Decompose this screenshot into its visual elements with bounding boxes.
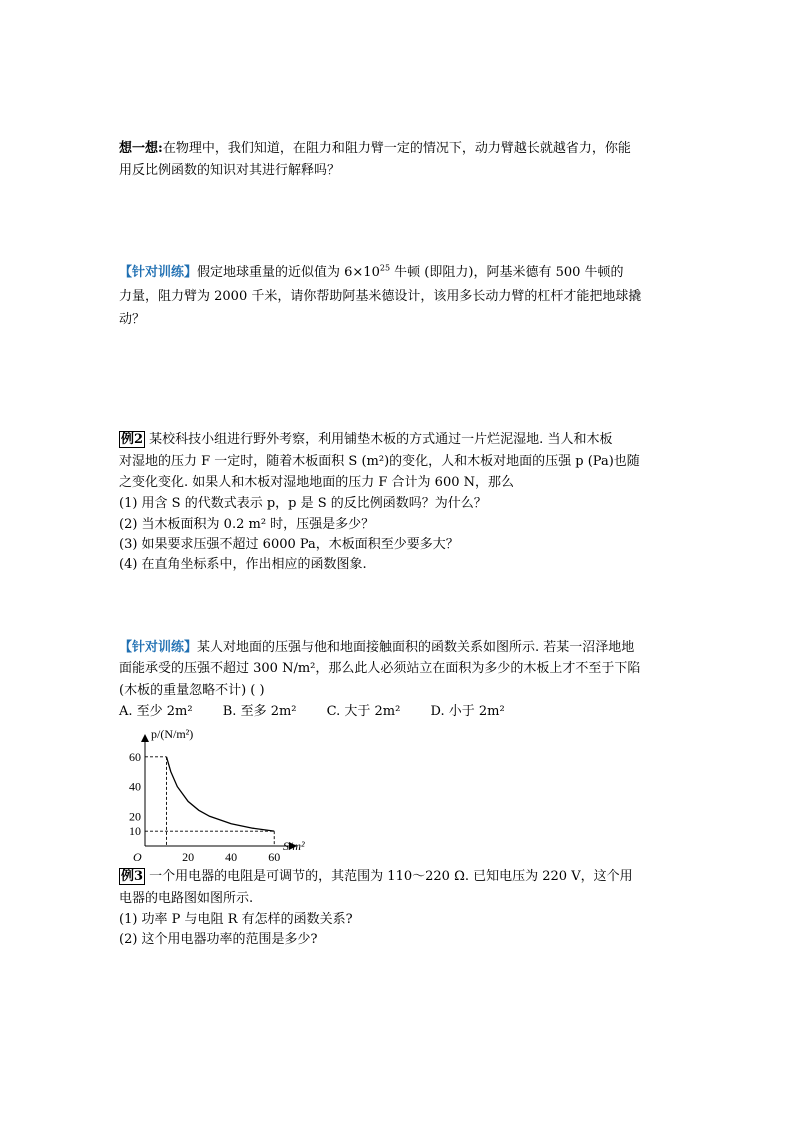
option-b: B. 至多 2m² xyxy=(222,704,297,719)
training1-tag: 【针对训练】 xyxy=(119,265,198,280)
training1-line-3: 动？ xyxy=(119,312,146,327)
x-tick-label: 60 xyxy=(268,850,281,863)
y-axis-label: p/(N/m²) xyxy=(151,728,194,741)
example2-question-4: (4) 在直角坐标系中，作出相应的函数图象. xyxy=(119,557,367,572)
inverse-curve xyxy=(167,757,275,831)
example2-question-2: (2) 当木板面积为 0.2 m² 时，压强是多少？ xyxy=(119,517,375,532)
example3-question-2: (2) 这个用电器功率的范围是多少? xyxy=(119,932,318,947)
training1-text-1b: 牛顿 (即阻力)，阿基米德有 500 牛顿的 xyxy=(390,265,624,280)
training2-line-2: 面能承受的压强不超过 300 N/m²，那么此人必须站立在面积为多少的木板上才不至于下陷 xyxy=(119,661,641,676)
example2-line-3: 之变化变化. 如果人和木板对湿地地面的压力 F 合计为 600 N，那么 xyxy=(119,475,515,490)
x-axis-label: S/m² xyxy=(283,839,305,853)
option-d: D. 小于 2m² xyxy=(430,704,505,719)
x-tick-label: 20 xyxy=(182,850,195,863)
example2-tag: 例2 xyxy=(121,432,144,447)
x-tick-label: 40 xyxy=(225,850,238,863)
y-tick-label: 60 xyxy=(129,749,141,764)
example3-tag: 例3 xyxy=(121,869,144,884)
think-text-1: 在物理中，我们知道，在阻力和阻力臂一定的情况下，动力臂越长就越省力，你能 xyxy=(162,141,631,156)
option-c: C. 大于 2m² xyxy=(326,704,401,719)
example3-text-1: 一个用电器的电阻是可调节的，其范围为 110～220 Ω. 已知电压为 220 V，这个用 xyxy=(145,869,633,884)
training1-exponent: 25 xyxy=(379,263,391,273)
training2-line-3: (木板的重量忽略不计) ( ) xyxy=(119,683,265,698)
example2-question-3: (3) 如果要求压强不超过 6000 Pa，木板面积至少要多大？ xyxy=(119,537,459,552)
pressure-area-graph xyxy=(119,728,309,863)
training2-tag: 【针对训练】 xyxy=(119,640,198,655)
example2-line-1 xyxy=(119,430,612,450)
y-tick-label: 20 xyxy=(129,809,141,824)
training2-line-1 xyxy=(119,638,634,658)
y-tick-label: 10 xyxy=(129,824,141,839)
training1-text-1a: 假定地球重量的近似值为 6×10 xyxy=(197,265,380,280)
training2-text-1: 某人对地面的压强与他和地面接触面积的函数关系如图所示. 若某一沼泽地地 xyxy=(197,640,635,655)
training2-options xyxy=(119,702,531,722)
training1-line-1 xyxy=(119,263,624,283)
origin-label: O xyxy=(133,850,142,863)
example2-text-1: 某校科技小组进行野外考察，利用铺垫木板的方式通过一片烂泥湿地. 当人和木板 xyxy=(145,432,613,447)
example2-question-1: (1) 用含 S 的代数式表示 p，p 是 S 的反比例函数吗？为什么？ xyxy=(119,496,487,511)
think-line-1 xyxy=(119,139,631,159)
think-label: 想一想: xyxy=(119,141,163,156)
y-tick-label: 40 xyxy=(129,779,141,794)
think-line-2: 用反比例函数的知识对其进行解释吗？ xyxy=(119,163,341,178)
example3-line-1 xyxy=(119,867,633,887)
example2-line-2: 对湿地的压力 F 一定时，随着木板面积 S (m²)的变化，人和木板对地面的压强 p (Pa)也随 xyxy=(119,454,640,469)
training1-line-2: 力量，阻力臂为 2000 千米，请你帮助阿基米德设计，该用多长动力臂的杠杆才能把地球撬 xyxy=(119,289,642,304)
option-a: A. 至少 2m² xyxy=(119,704,193,719)
example3-line-2: 电器的电路图如图所示. xyxy=(119,891,254,906)
example3-question-1: (1) 功率 P 与电阻 R 有怎样的函数关系? xyxy=(119,912,353,927)
